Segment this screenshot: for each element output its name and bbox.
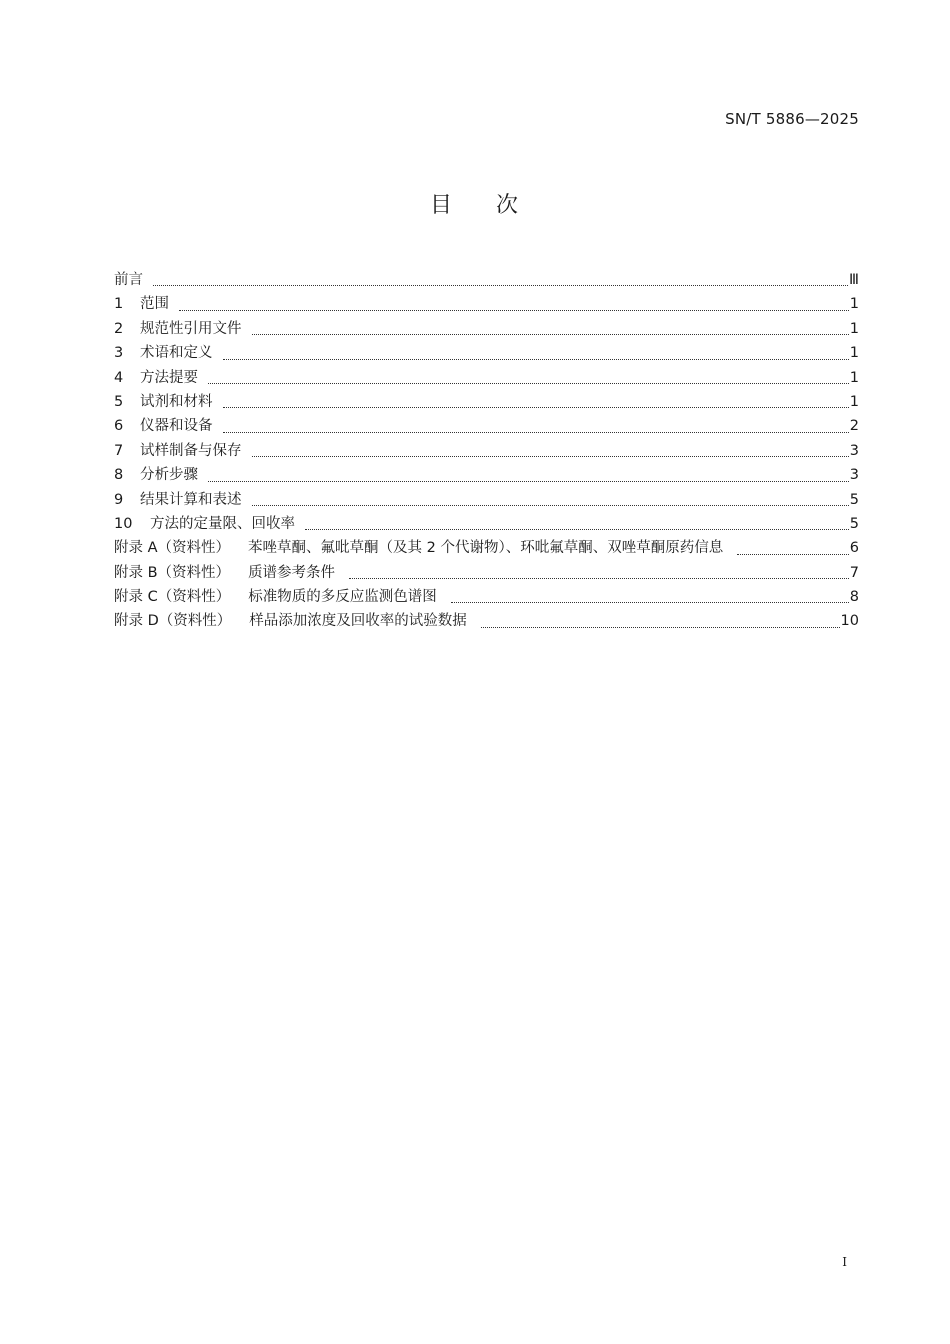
table-of-contents xyxy=(114,268,859,634)
toc-entry-label: 方法提要 xyxy=(140,369,198,386)
toc-annex-label: 附录 B（资料性） xyxy=(114,564,231,581)
toc-entry-label: 范围 xyxy=(140,296,169,313)
toc-entry-3[interactable] xyxy=(114,341,859,365)
toc-entry-page: 6 xyxy=(849,540,859,557)
toc-entry-page: 3 xyxy=(849,442,859,459)
toc-entry-label: 分析步骤 xyxy=(140,467,198,484)
toc-entry-page: 1 xyxy=(849,345,859,362)
toc-entry-page: 1 xyxy=(849,320,859,337)
toc-entry-page: 1 xyxy=(849,393,859,410)
toc-entry-4[interactable] xyxy=(114,366,859,390)
toc-entry-page: 5 xyxy=(849,491,859,508)
toc-entry-number: 4 xyxy=(114,369,124,386)
toc-entry-label: 结果计算和表述 xyxy=(140,491,242,508)
toc-entry-annex-a[interactable] xyxy=(114,536,859,560)
toc-entry-page: 2 xyxy=(849,418,859,435)
toc-leader-dots xyxy=(481,618,840,628)
toc-leader-dots xyxy=(153,276,848,286)
toc-entry-page: 7 xyxy=(849,564,859,581)
toc-entry-page: 1 xyxy=(849,296,859,313)
toc-entry-number: 5 xyxy=(114,393,124,410)
toc-entry-9[interactable] xyxy=(114,488,859,512)
toc-leader-dots xyxy=(737,545,849,555)
page-number: I xyxy=(842,1255,847,1269)
toc-leader-dots xyxy=(252,325,849,335)
toc-title-char-1: 目 xyxy=(429,193,454,218)
toc-annex-label: 附录 D（资料性） xyxy=(114,613,232,630)
toc-leader-dots xyxy=(223,423,849,433)
toc-title-char-2: 次 xyxy=(496,193,521,218)
toc-entry-page: 3 xyxy=(849,467,859,484)
toc-entry-page: 5 xyxy=(849,515,859,532)
toc-entry-number: 8 xyxy=(114,467,124,484)
toc-entry-label: 试样制备与保存 xyxy=(140,442,242,459)
toc-entry-label: 规范性引用文件 xyxy=(140,320,242,337)
toc-entry-label: 标准物质的多反应监测色谱图 xyxy=(248,589,437,606)
toc-entry-label: 质谱参考条件 xyxy=(248,564,336,581)
standard-code: SN/T 5886—2025 xyxy=(725,110,859,128)
toc-entry-1[interactable] xyxy=(114,292,859,316)
toc-entry-number: 10 xyxy=(114,515,133,532)
toc-entry-annex-c[interactable] xyxy=(114,585,859,609)
toc-entry-annex-b[interactable] xyxy=(114,561,859,585)
toc-annex-label: 附录 C（资料性） xyxy=(114,589,231,606)
toc-entry-page: 8 xyxy=(849,589,859,606)
toc-leader-dots xyxy=(223,398,849,408)
toc-entry-page: Ⅲ xyxy=(849,272,859,288)
toc-entry-number: 3 xyxy=(114,345,124,362)
toc-leader-dots xyxy=(179,301,849,311)
toc-leader-dots xyxy=(349,569,849,579)
toc-entry-label: 前言 xyxy=(114,272,143,288)
toc-entry-number: 2 xyxy=(114,320,124,337)
toc-entry-number: 1 xyxy=(114,296,124,313)
toc-entry-number: 7 xyxy=(114,442,124,459)
toc-entry-label: 苯唑草酮、氟吡草酮（及其 2 个代谢物）、环吡氟草酮、双唑草酮原药信息 xyxy=(248,540,724,557)
toc-leader-dots xyxy=(223,350,849,360)
toc-leader-dots xyxy=(305,520,849,530)
toc-entry-foreword[interactable] xyxy=(114,268,859,292)
toc-entry-5[interactable] xyxy=(114,390,859,414)
toc-entry-2[interactable] xyxy=(114,317,859,341)
toc-entry-page: 1 xyxy=(849,369,859,386)
toc-annex-label: 附录 A（资料性） xyxy=(114,540,231,557)
toc-entry-page: 10 xyxy=(840,613,859,630)
toc-entry-10[interactable] xyxy=(114,512,859,536)
toc-entry-label: 样品添加浓度及回收率的试验数据 xyxy=(249,613,467,630)
toc-title xyxy=(0,188,950,219)
toc-leader-dots xyxy=(451,593,849,603)
toc-entry-label: 术语和定义 xyxy=(140,345,213,362)
toc-entry-8[interactable] xyxy=(114,463,859,487)
toc-entry-label: 试剂和材料 xyxy=(140,393,213,410)
toc-entry-annex-d[interactable] xyxy=(114,609,859,633)
toc-leader-dots xyxy=(252,496,849,506)
toc-leader-dots xyxy=(208,374,849,384)
toc-entry-7[interactable] xyxy=(114,439,859,463)
toc-leader-dots xyxy=(252,447,849,457)
toc-entry-label: 仪器和设备 xyxy=(140,418,213,435)
toc-leader-dots xyxy=(208,472,849,482)
toc-entry-number: 9 xyxy=(114,491,124,508)
toc-entry-label: 方法的定量限、回收率 xyxy=(150,515,295,532)
toc-entry-number: 6 xyxy=(114,418,124,435)
toc-entry-6[interactable] xyxy=(114,414,859,438)
